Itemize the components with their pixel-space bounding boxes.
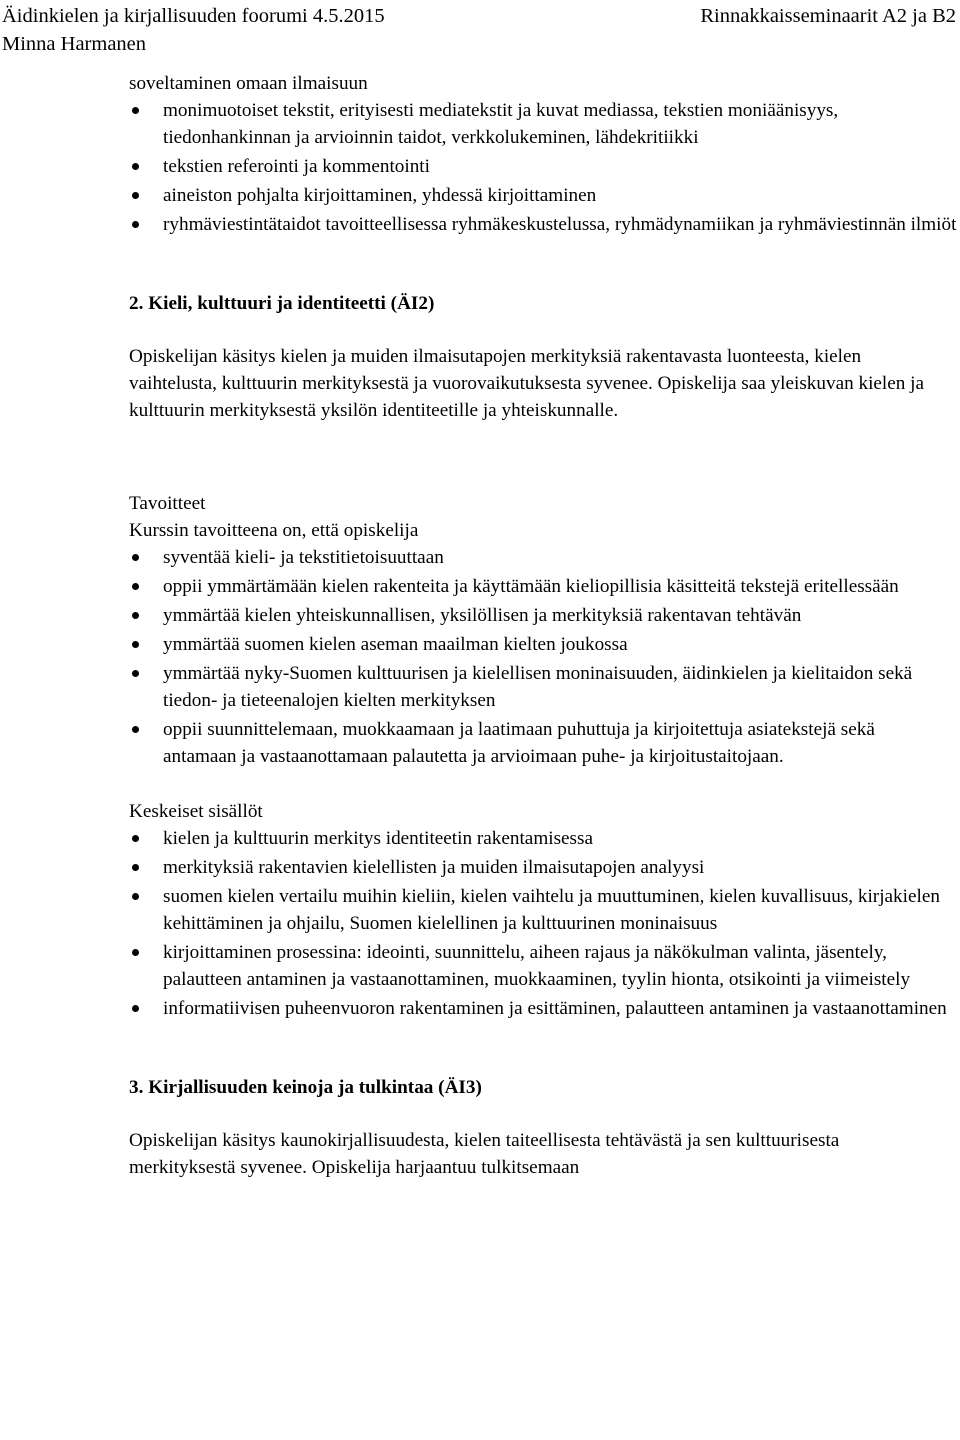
intro-list xyxy=(129,97,957,238)
section-2-description: Opiskelijan käsitys kielen ja muiden ilmaisutapojen merkityksiä rakentavasta luonteesta, kielen vaihtelusta, kulttuurin merkityksestä ja vuorovaikutuksesta syvenee. Opiskelija saa yleiskuvan kielen ja kulttuurin merkityksestä yksilön identiteetille ja yhteiskunnalle. xyxy=(129,346,925,421)
bullet-icon xyxy=(132,835,139,842)
list-item: ymmärtää kielen yhteiskunnallisen, yksilöllisen ja merkityksiä rakentavan tehtävän xyxy=(129,602,957,629)
header-author: Minna Harmanen xyxy=(2,33,147,55)
list-item: oppii ymmärtämään kielen rakenteita ja käyttämään kieliopillisia käsitteitä tekstejä eritellessään xyxy=(129,573,960,600)
bullet-icon xyxy=(132,221,139,228)
goals-heading: Tavoitteet xyxy=(129,493,206,514)
list-item: aineiston pohjalta kirjoittaminen, yhdessä kirjoittaminen xyxy=(129,182,957,209)
contents-list xyxy=(129,825,957,1022)
section-2-title: 2. Kieli, kulttuuri ja identiteetti (ÄI2) xyxy=(129,293,435,314)
bullet-icon xyxy=(132,192,139,199)
section-3-description: Opiskelijan käsitys kaunokirjallisuudesta, kielen taiteellisesta tehtävästä ja sen kulttuurisesta merkityksestä syvenee. Opiskelija harjaantuu tulkitsemaan xyxy=(129,1130,840,1178)
contents-heading: Keskeiset sisällöt xyxy=(129,801,263,822)
goals-list xyxy=(129,544,957,770)
bullet-icon xyxy=(132,726,139,733)
document-body xyxy=(129,70,957,1181)
bullet-icon xyxy=(132,612,139,619)
intro-lead: soveltaminen omaan ilmaisuun xyxy=(129,73,368,94)
bullet-icon xyxy=(132,163,139,170)
bullet-icon xyxy=(132,554,139,561)
page-header xyxy=(0,0,960,64)
list-item: suomen kielen vertailu muihin kieliin, kielen vaihtelu ja muuttuminen, kielen kuvallisuus, kirjakielen kehittäminen ja ohjailu, Suomen kielellinen ja kulttuurinen moninaisuus xyxy=(129,883,960,937)
goals-lead: Kurssin tavoitteena on, että opiskelija xyxy=(129,520,419,541)
list-item: tekstien referointi ja kommentointi xyxy=(129,153,957,180)
list-item: kirjoittaminen prosessina: ideointi, suunnittelu, aiheen rajaus ja näkökulman valinta, jäsentely, palautteen antaminen ja vastaanottaminen, muokkaaminen, tyylin hionta, otsikointi ja viimeistely xyxy=(129,939,943,993)
list-item: ymmärtää nyky-Suomen kulttuurisen ja kielellisen moninaisuuden, äidinkielen ja kielitaidon sekä tiedon- ja tieteenalojen kielten merkityksen xyxy=(129,660,953,714)
list-item: informatiivisen puheenvuoron rakentaminen ja esittäminen, palautteen antaminen ja vastaanottaminen xyxy=(129,995,958,1022)
list-item: syventää kieli- ja tekstitietoisuuttaan xyxy=(129,544,957,571)
bullet-icon xyxy=(132,641,139,648)
list-item: merkityksiä rakentavien kielellisten ja muiden ilmaisutapojen analyysi xyxy=(129,854,957,881)
bullet-icon xyxy=(132,949,139,956)
bullet-icon xyxy=(132,864,139,871)
header-title: Äidinkielen ja kirjallisuuden foorumi 4.5.2015 xyxy=(2,5,385,27)
bullet-icon xyxy=(132,893,139,900)
section-3-title: 3. Kirjallisuuden keinoja ja tulkintaa (ÄI3) xyxy=(129,1077,482,1098)
header-seminar: Rinnakkaisseminaarit A2 ja B2 xyxy=(700,5,956,27)
bullet-icon xyxy=(132,583,139,590)
bullet-icon xyxy=(132,107,139,114)
list-item: kielen ja kulttuurin merkitys identiteetin rakentamisessa xyxy=(129,825,957,852)
list-item: ymmärtää suomen kielen aseman maailman kielten joukossa xyxy=(129,631,957,658)
list-item: ryhmäviestintätaidot tavoitteellisessa ryhmäkeskustelussa, ryhmädynamiikan ja ryhmäviestinnän ilmiöt xyxy=(129,211,960,238)
bullet-icon xyxy=(132,670,139,677)
list-item: monimuotoiset tekstit, erityisesti mediatekstit ja kuvat mediassa, tekstien moniäänisyys, tiedonhankinnan ja arvioinnin taidot, verkkolukeminen, lähdekritiikki xyxy=(129,97,863,151)
list-item: oppii suunnittelemaan, muokkaamaan ja laatimaan puhuttuja ja kirjoitettuja asiatekstejä sekä antamaan ja vastaanottamaan palautetta ja arvioimaan puhe- ja kirjoitustaitojaan. xyxy=(129,716,933,770)
bullet-icon xyxy=(132,1005,139,1012)
